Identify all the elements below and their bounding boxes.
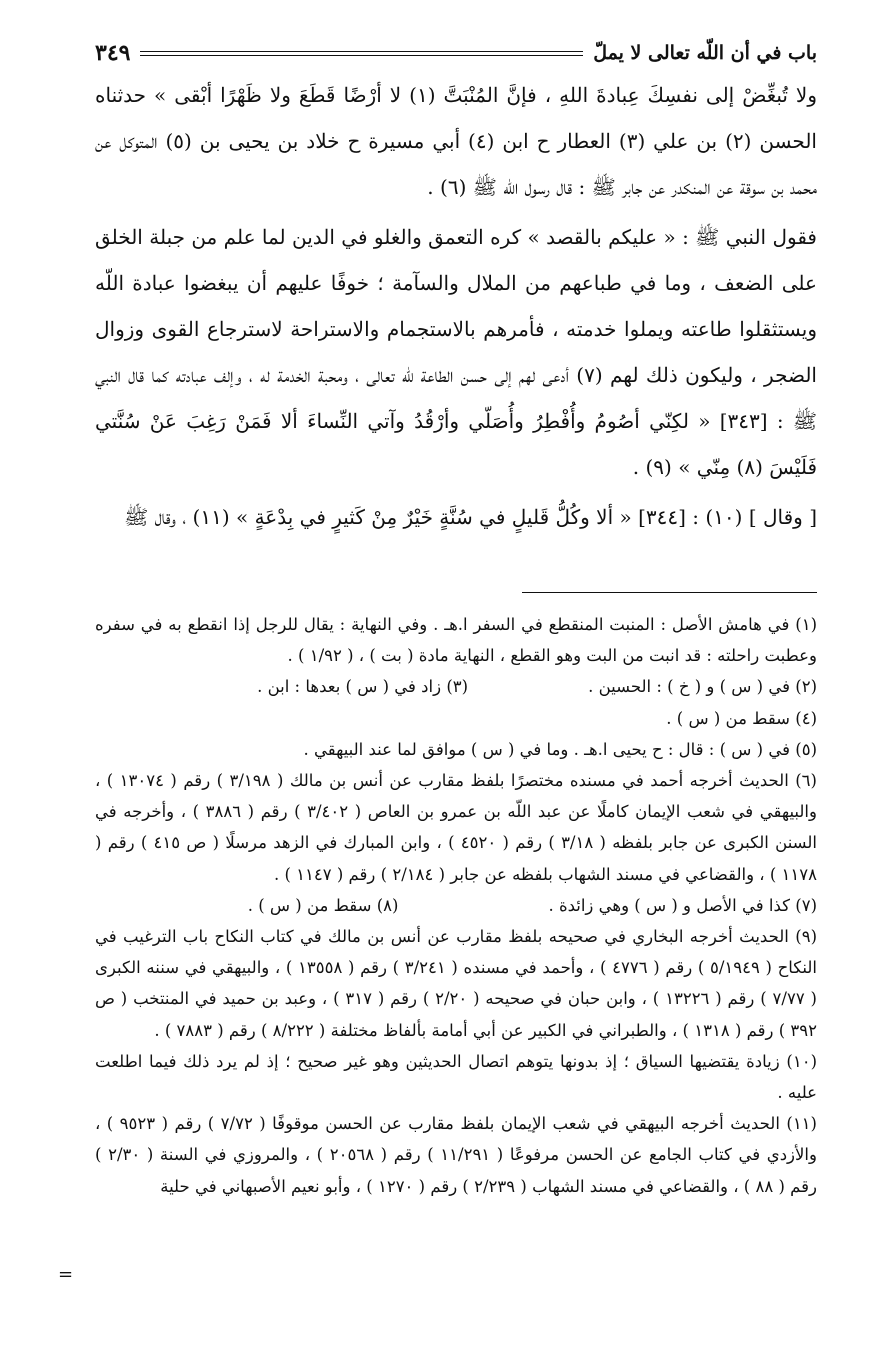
chapter-title: باب في أن اللّه تعالى لا يملّ (593, 42, 817, 64)
footnote-8: (٨) سقط من ( س ) . (247, 895, 399, 915)
page-number: ٣٤٩ (95, 40, 131, 66)
footnote-7: (٧) كذا في الأصل و ( س ) وهي زائدة . (548, 895, 817, 915)
main-text (95, 72, 817, 540)
running-header (95, 40, 817, 66)
continuation-mark: = (58, 1264, 74, 1285)
footnote-4: (٤) سقط من ( س ) . (666, 708, 817, 728)
footnotes (95, 609, 817, 1202)
footnote-row-7-8 (95, 890, 817, 921)
footnote-1: (١) في هامش الأصل : المنبت المنقطع في السفر ا.هـ . وفي النهاية : يقال للرجل إذا انقطع به في سفره وعطبت راحلته : قد انبت من البت وهو القطع ، النهاية مادة ( بت ) ، ( ١/٩٢ ) . (95, 615, 817, 666)
paragraph-3: [ وقال ] (١٠) : [٣٤٤] « ألا وكُلُّ قَليلٍ في سُنَّةٍ خَيْرٌ مِنْ كَثيرٍ في بِدْعَةٍ » (١١) ، وقال ﷺ (124, 505, 817, 529)
paragraph-1: ولا تُبغِّضْ إلى نفسِكَ عِبادةَ اللهِ ، فإنَّ المُنْبَتَّ (١) لا أرْضًا قَطَعَ ولا ظَهْرًا أبْقى » حدثناه الحسن (٢) بن علي (٣) العطار ح ابن (٤) أبي مسيرة ح خلاد بن يحيى بن (٥) المتوكل عن محمد بن سوقة عن المنكدر عن جابر ﷺ : قال رسول اللّه ﷺ (٦) . (95, 83, 817, 199)
header-rule (140, 51, 583, 56)
footnote-row-2-3 (95, 671, 817, 702)
footnote-5: (٥) في ( س ) : قال : ح يحيى ا.هـ . وما في ( س ) موافق لما عند البيهقي . (303, 739, 817, 759)
paragraph-2: فقول النبي ﷺ : « عليكم بالقصد » كره التعمق والغلو في الدين لما علم من جبلة الخلق على الضعف ، وما في طباعهم من الملال والسآمة ؛ خوفًا عليهم أن يبغضوا عبادة اللّه ويستثقلوا طاعته ويملوا خدمته ، فأمرهم بالاستجمام والاستراحة لاسترجاع القوى وزوال الضجر ، وليكون ذلك لهم (٧) أدعى لهم إلى حسن الطاعة للّه تعالى ، ومحبة الخدمة له ، وإلف عبادته كما قال النبي ﷺ : [٣٤٣] « لكِنّي أصُومُ وأُفْطِرُ وأُصَلّي وأرْقُدُ وآتي النِّساءَ ألا فَمَنْ رَغِبَ عَنْ سُنَّتي فَلَيْسَ (٨) مِنّي » (٩) . (95, 225, 817, 479)
footnote-3: (٣) زاد في ( س ) بعدها : ابن . (257, 677, 469, 697)
footnote-separator (522, 592, 817, 593)
footnote-9: (٩) الحديث أخرجه البخاري في صحيحه بلفظ مقارب عن أنس بن مالك في كتاب النكاح باب الترغيب في النكاح ( ٥/١٩٤٩ ) رقم ( ٤٧٧٦ ) ، وأحمد في مسنده ( ٣/٢٤١ ) رقم ( ١٣٥٥٨ ) ، والبيهقي في سننه الكبرى ( ٧/٧٧ ) رقم ( ١٣٢٢٦ ) ، وابن حبان في صحيحه ( ٢/٢٠ ) رقم ( ٣١٧ ) ، وعبد بن حميد في المنتخب ( ص ٣٩٢ ) رقم ( ١٣١٨ ) ، والطبراني في الكبير عن أبي أمامة بألفاظ مختلفة ( ٨/٢٢٢ ) رقم ( ٧٨٨٣ ) . (95, 927, 818, 1040)
footnote-11: (١١) الحديث أخرجه البيهقي في شعب الإيمان بلفظ مقارب عن الحسن موقوفًا ( ٧/٧٢ ) رقم ( ٩٥٢٣ ) ، والأزدي في كتاب الجامع عن الحسن مرفوعًا ( ١١/٢٩١ ) رقم ( ٢٠٥٦٨ ) ، والمروزي في السنة ( ٢/٣٠ ) رقم ( ٨٨ ) ، والقضاعي في مسند الشهاب ( ٢/٢٣٩ ) رقم ( ١٢٧٠ ) ، وأبو نعيم الأصبهاني في حلية (95, 1114, 817, 1196)
footnote-2: (٢) في ( س ) و ( خ ) : الحسين . (588, 677, 817, 697)
footnote-6: (٦) الحديث أخرجه أحمد في مسنده مختصرًا بلفظ مقارب عن أنس بن مالك ( ٣/١٩٨ ) رقم ( ١٣٠٧٤ ) ، والبيهقي في شعب الإيمان كاملًا عن عبد اللّه بن عمرو بن العاص ( ٣/٤٠٢ ) رقم ( ٣٨٨٦ ) ، وأخرجه في السنن الكبرى عن جابر بلفظه ( ٣/١٨ ) رقم ( ٤٥٢٠ ) ، وابن المبارك في الزهد مرسلًا ( ص ٤١٥ ) رقم ( ١١٧٨ ) ، والقضاعي في مسند الشهاب بلفظه عن جابر ( ٢/١٨٤ ) رقم ( ١١٤٧ ) . (95, 771, 817, 884)
footnote-10: (١٠) زيادة يقتضيها السياق ؛ إذ بدونها يتوهم اتصال الحديثين وهو غير صحيح ؛ إذ لم يرد ذلك فيما اطلعت عليه . (95, 1051, 817, 1103)
